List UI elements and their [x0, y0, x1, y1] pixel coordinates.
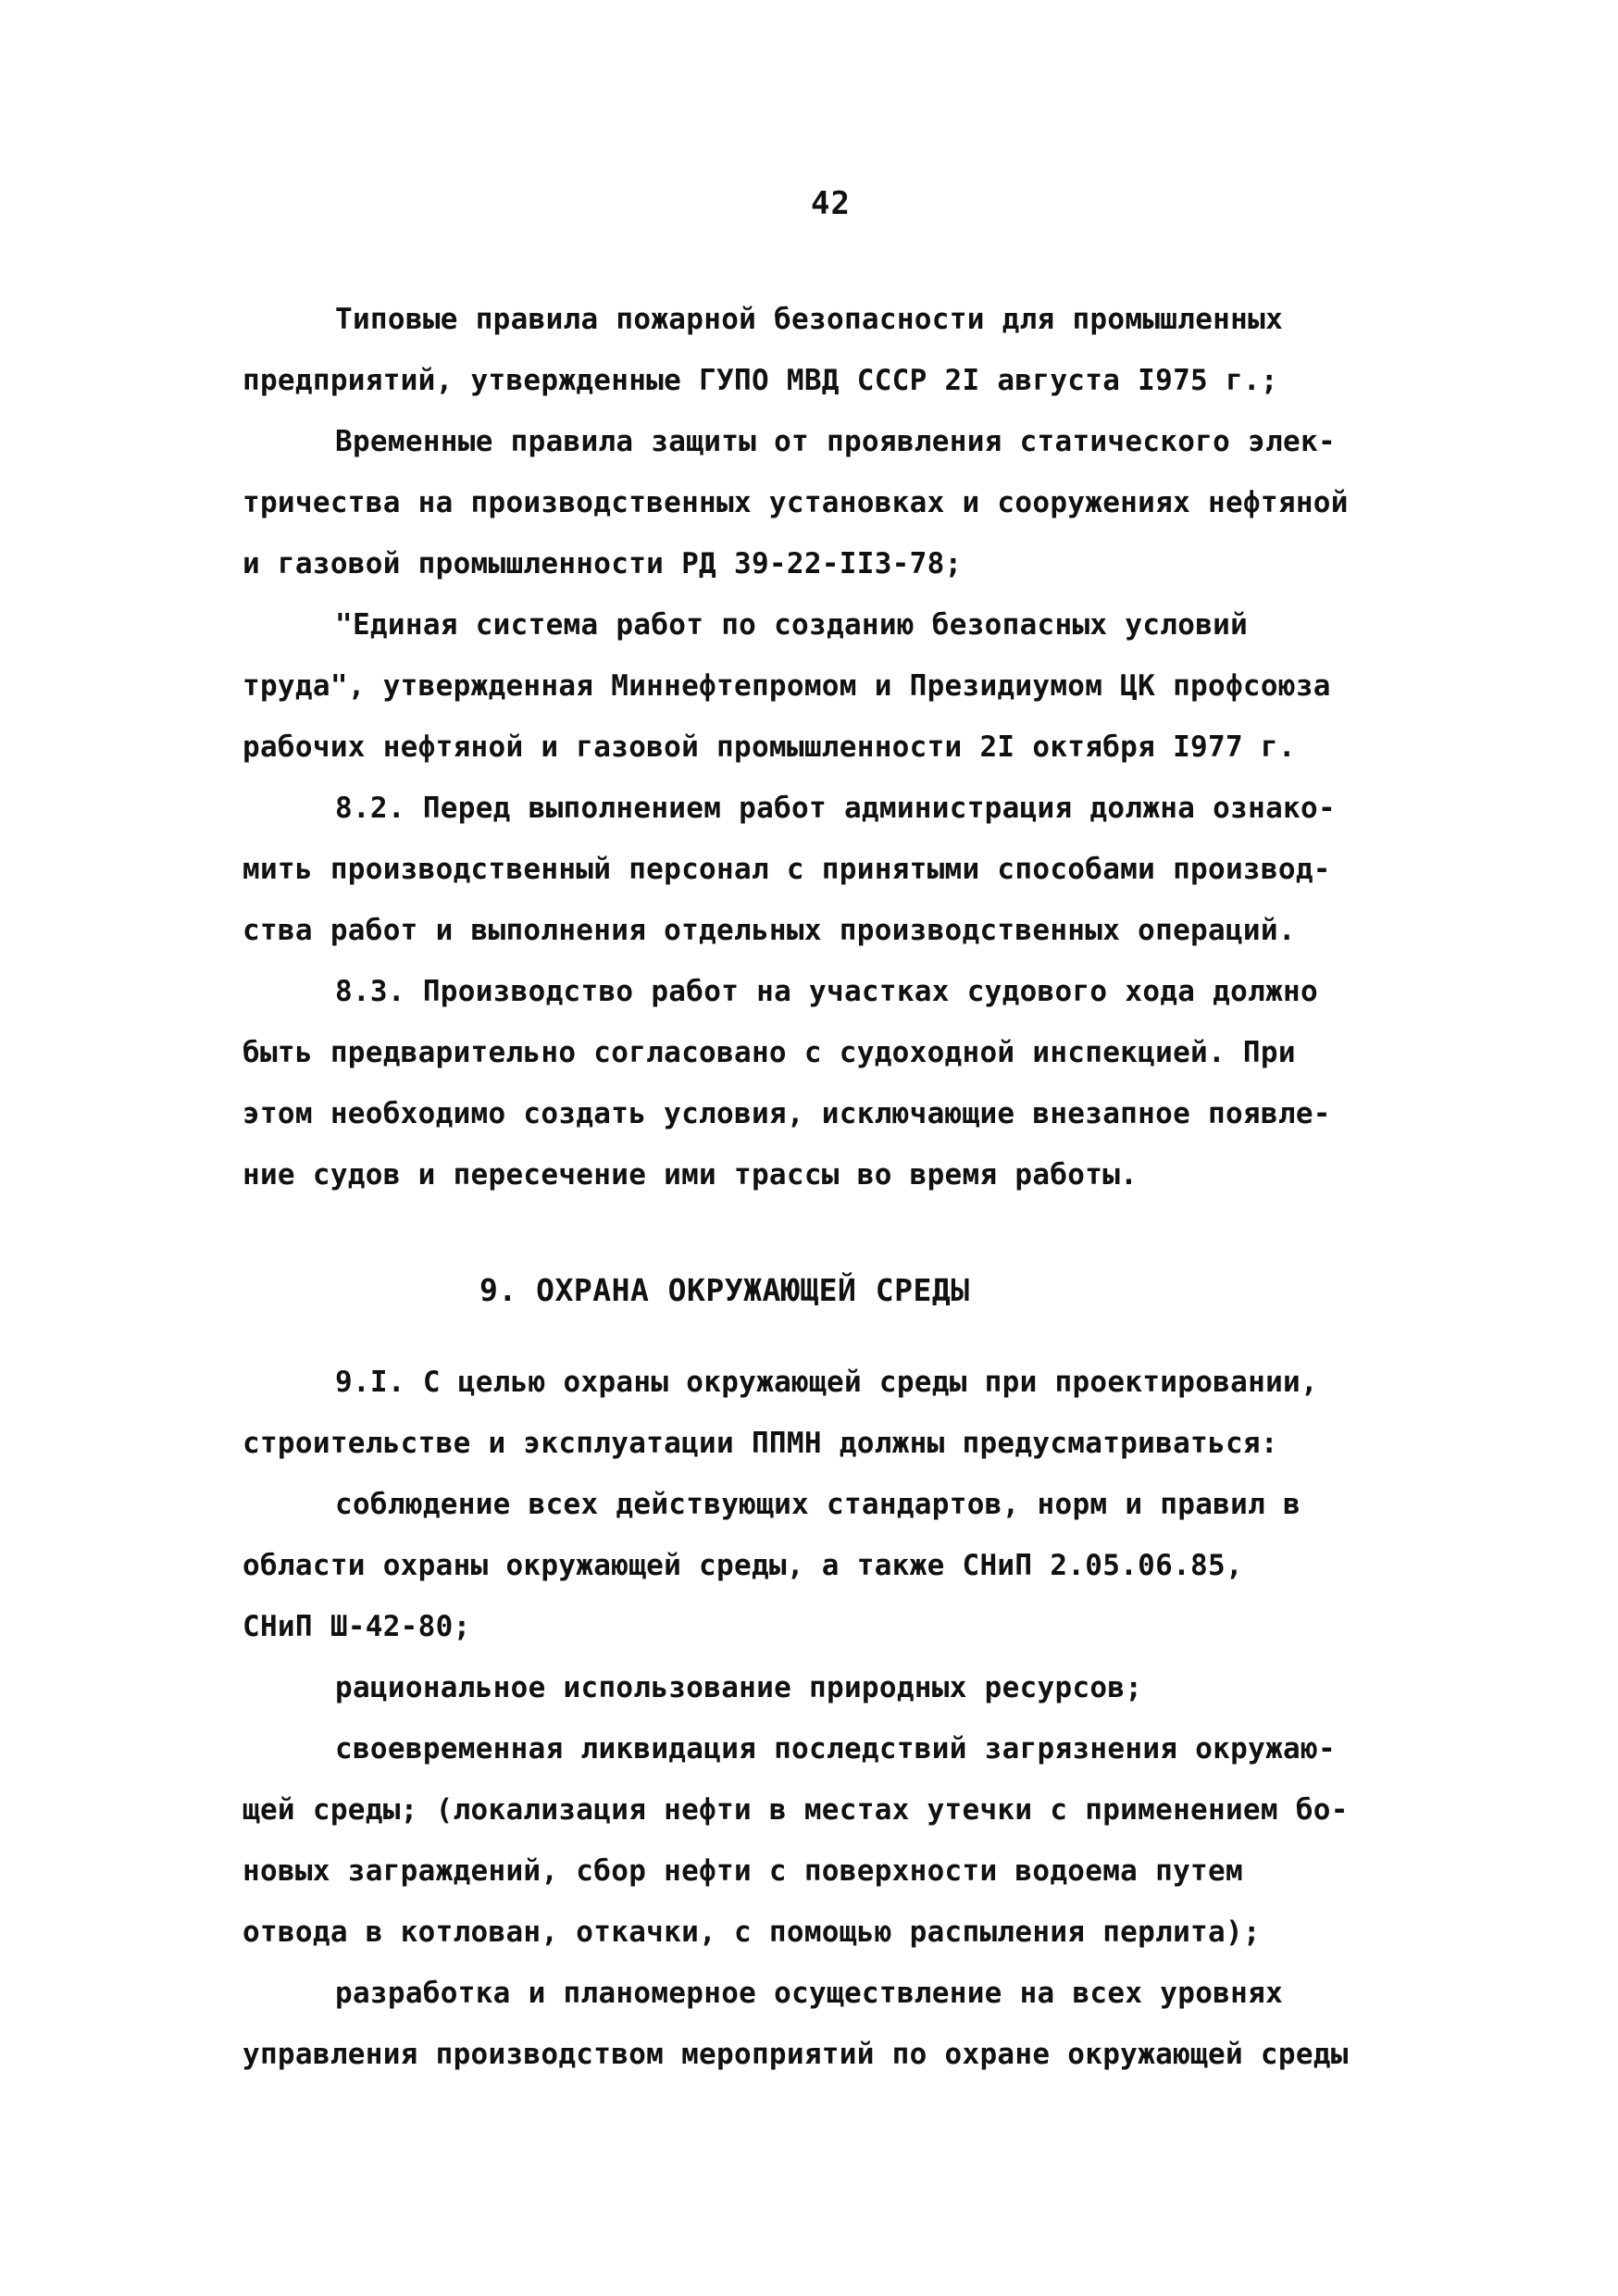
text-line: ние судов и пересечение ими трассы во время работы.	[243, 1158, 1139, 1192]
text-block-bottom	[243, 1352, 1409, 2085]
text-line: управления производством мероприятий по охране окружающей среды	[243, 2038, 1349, 2071]
text-line: "Единая система работ по созданию безопасных условий	[335, 608, 1249, 642]
text-line: ства работ и выполнения отдельных производственных операций.	[243, 914, 1296, 947]
section-heading: 9. ОХРАНА ОКРУЖАЮЩЕЙ СРЕДЫ	[479, 1272, 970, 1308]
text-line: труда", утвержденная Миннефтепромом и Президиумом ЦК профсоюза	[243, 669, 1331, 703]
text-line: новых заграждений, сбор нефти с поверхности водоема путем	[243, 1854, 1243, 1888]
text-line: Временные правила защиты от проявления статического элек-	[335, 425, 1336, 458]
text-line: рациональное использование природных ресурсов;	[335, 1671, 1143, 1704]
text-line: рабочих нефтяной и газовой промышленности 2I октября I977 г.	[243, 730, 1296, 764]
text-line: быть предварительно согласовано с судоходной инспекцией. При	[243, 1036, 1296, 1069]
text-line: своевременная ликвидация последствий загрязнения окружаю-	[335, 1732, 1336, 1766]
text-line: и газовой промышленности РД 39-22-II3-78;	[243, 547, 963, 580]
text-line: СНиП Ш-42-80;	[243, 1610, 471, 1643]
text-line: отвода в котлован, откачки, с помощью распыления перлита);	[243, 1915, 1261, 1949]
text-line: предприятий, утвержденные ГУПО МВД СССР 2I августа I975 г.;	[243, 364, 1278, 397]
text-line: 9.I. С целью охраны окружающей среды при проектировании,	[335, 1366, 1318, 1399]
text-line: разработка и планомерное осуществление на всех уровнях	[335, 1977, 1284, 2010]
text-line: Типовые правила пожарной безопасности для промышленных	[335, 303, 1284, 336]
page-number: 42	[811, 185, 851, 222]
text-line: мить производственный персонал с принятыми способами производ-	[243, 853, 1331, 886]
text-block-top	[243, 289, 1409, 1205]
text-line: области охраны окружающей среды, а также СНиП 2.05.06.85,	[243, 1549, 1243, 1582]
text-line: соблюдение всех действующих стандартов, норм и правил в	[335, 1488, 1301, 1521]
text-line: тричества на производственных установках и сооружениях нефтяной	[243, 486, 1349, 519]
text-line: этом необходимо создать условия, исключающие внезапное появле-	[243, 1097, 1331, 1130]
text-line: 8.2. Перед выполнением работ администрация должна ознако-	[335, 792, 1336, 825]
text-line: строительстве и эксплуатации ППМН должны предусматриваться:	[243, 1427, 1278, 1460]
text-line: 8.3. Производство работ на участках судового хода должно	[335, 975, 1318, 1008]
text-line: щей среды; (локализация нефти в местах утечки с применением бо-	[243, 1793, 1349, 1827]
